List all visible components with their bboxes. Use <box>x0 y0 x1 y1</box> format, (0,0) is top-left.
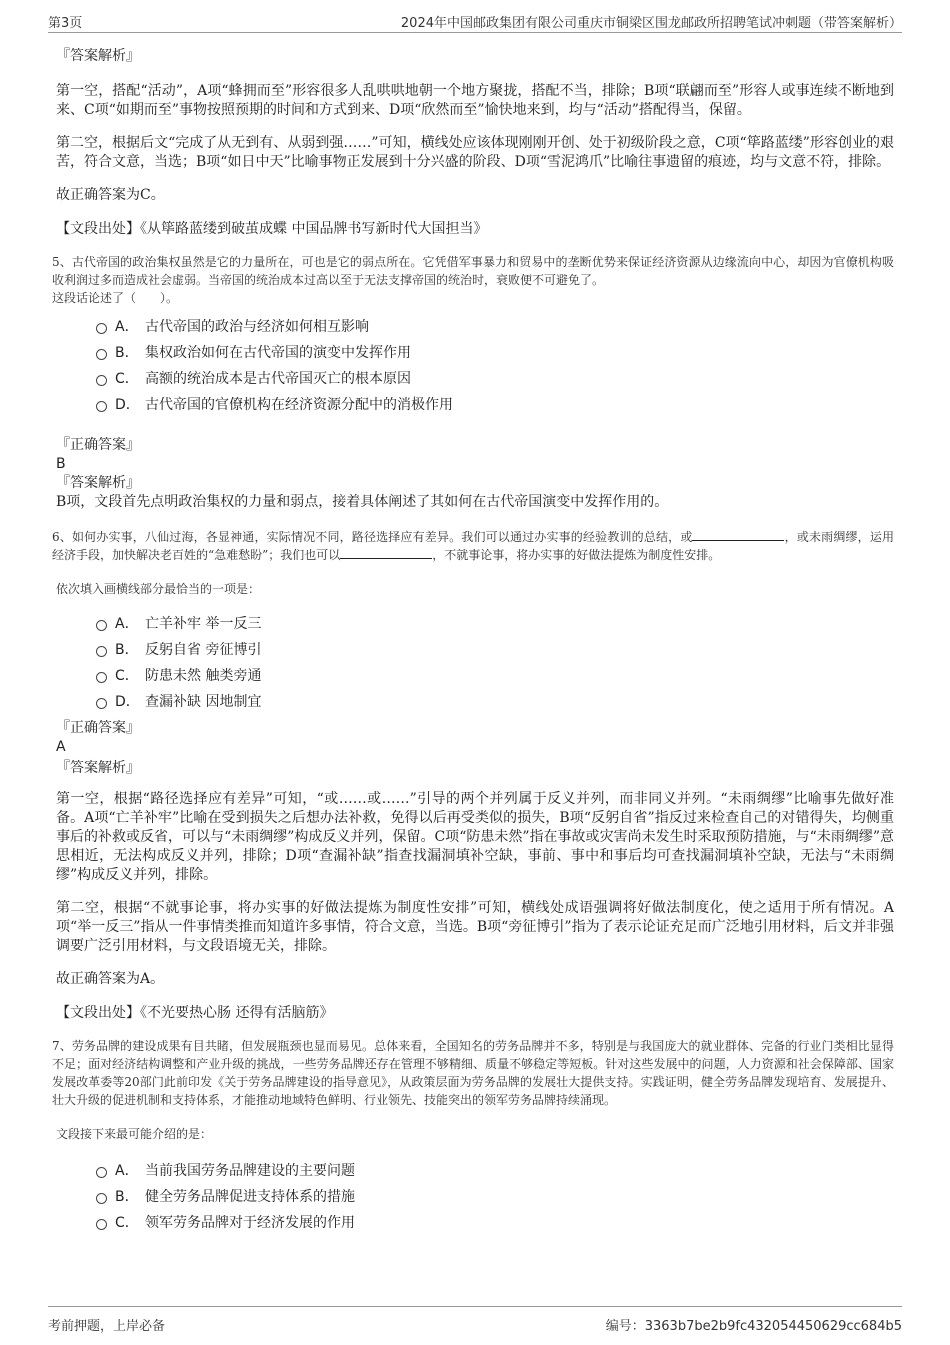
document-id: 编号：3363b7be2b9fc432054450629cc684b5 <box>605 1319 902 1334</box>
correct-answer-label: 『正确答案』 <box>56 437 140 453</box>
correct-answer: B <box>56 456 66 472</box>
footer-slogan: 考前押题，上岸必备 <box>48 1319 166 1334</box>
analysis-paragraph: 第一空，搭配“活动”，A项“蜂拥而至”形容很多人乱哄哄地朝一个地方聚拢，搭配不当，排除；B项“联翩而至”形容人或事连续不断地到来、C项“如期而至”事物按照预期的时间和方式到来、D项“欣然而至”愉快地来到，均与“活动”搭配得当，保留。 <box>56 83 894 118</box>
radio-icon[interactable] <box>96 1193 107 1204</box>
analysis-label: 『答案解析』 <box>56 760 140 776</box>
option-c[interactable]: C． 领军劳务品牌对于经济发展的作用 <box>96 1209 894 1235</box>
source-citation: 【文段出处】《不光要热心肠 还得有活脑筋》 <box>56 1005 334 1021</box>
radio-icon[interactable] <box>96 323 107 334</box>
analysis-paragraph: 第二空，根据后文“完成了从无到有、从弱到强……”可知，横线处应该体现刚刚开创、处于初级阶段之意，C项“筚路蓝缕”形容创业的艰苦，符合文意，当选；B项“如日中天”比喻事物正发展到十分兴盛的阶段、D项“雪泥鸿爪”比喻往事遗留的痕迹，均与文意不符，排除。 <box>56 135 894 170</box>
option-list <box>96 610 894 714</box>
option-list <box>96 1157 894 1235</box>
option-b[interactable]: B． 健全劳务品牌促进支持体系的措施 <box>96 1183 894 1209</box>
radio-icon[interactable] <box>96 401 107 412</box>
radio-icon[interactable] <box>96 620 107 631</box>
option-a[interactable]: A． 亡羊补牢 举一反三 <box>96 610 894 636</box>
question-text: 5、古代帝国的政治集权虽然是它的力量所在，可也是它的弱点所在。它凭借军事暴力和贸易中的垄断优势来保证经济资源从边缘流向中心，却因为官僚机构吸收利润过多而造成社会虚弱。当帝国的统治成本过高以至于无法支撑帝国的统治时，衰败便不可避免了。 <box>52 255 894 287</box>
analysis-paragraph: B项，文段首先点明政治集权的力量和弱点，接着具体阐述了其如何在古代帝国演变中发挥作用的。 <box>56 494 669 510</box>
document-title: 2024年中国邮政集团有限公司重庆市铜梁区围龙邮政所招聘笔试冲刺题（带答案解析） <box>400 16 902 31</box>
radio-icon[interactable] <box>96 698 107 709</box>
option-b[interactable]: B． 集权政治如何在古代帝国的演变中发挥作用 <box>96 339 894 365</box>
question-7 <box>52 1037 894 1235</box>
analysis-paragraph: 第一空，根据“路径选择应有差异”可知，“或……或……”引导的两个并列属于反义并列，而非同义并列。“未雨绸缪”比喻事先做好准备。A项“亡羊补牢”比喻在受到损失之后想办法补救，免得以后再受类似的损失，B项“反躬自省”指反过来检查自己的对错得失，均侧重事后的补救或反省，可以与“未雨绸缪”构成反义并列，保留。C项“防患未然”指在事故或灾害尚未发生时采取预防措施，与“未雨绸缪”意思相近，无法构成反义并列，排除；D项“查漏补缺”指查找漏洞填补空缺，事前、事中和事后均可查找漏洞填补空缺，无法与“未雨绸缪”构成反义并列，排除。 <box>56 791 894 883</box>
option-c[interactable]: C． 防患未然 触类旁通 <box>96 662 894 688</box>
radio-icon[interactable] <box>96 1167 107 1178</box>
correct-answer-label: 『正确答案』 <box>56 720 140 736</box>
page-footer <box>48 1306 902 1335</box>
analysis-label: 『答案解析』 <box>56 48 140 64</box>
radio-icon[interactable] <box>96 672 107 683</box>
radio-icon[interactable] <box>96 646 107 657</box>
question-6 <box>52 528 894 1023</box>
conclusion: 故正确答案为C。 <box>56 187 165 203</box>
question-prompt: 依次填入画横线部分最恰当的一项是： <box>56 582 261 596</box>
fill-blank <box>340 546 432 559</box>
fill-blank <box>692 528 784 541</box>
option-d[interactable]: D． 查漏补缺 因地制宜 <box>96 688 894 714</box>
page-number: 第3页 <box>48 16 83 31</box>
question-stem: 这段话论述了（ ）。 <box>52 291 179 305</box>
page-header <box>48 10 902 33</box>
radio-icon[interactable] <box>96 1219 107 1230</box>
question-text: 7、劳务品牌的建设成果有目共睹，但发展瓶颈也显而易见。总体来看，全国知名的劳务品牌并不多，特别是与我国庞大的就业群体、完备的行业门类相比显得不足；面对经济结构调整和产业升级的挑战，一些劳务品牌还存在管理不够精细、质量不够稳定等短板。针对这些发展中的问题，人力资源和社会保障部、国家发展改革委等20部门此前印发《关于劳务品牌建设的指导意见》，从政策层面为劳务品牌的发展壮大提供支持。实践证明，健全劳务品牌发现培育、发展提升、壮大升级的促进机制和支持体系，才能推动地域特色鲜明、行业领先、技能突出的领军劳务品牌持续涌现。 <box>52 1039 894 1107</box>
option-list <box>96 313 894 417</box>
correct-answer: A <box>56 739 66 755</box>
analysis-paragraph: 第二空，根据“不就事论事，将办实事的好做法提炼为制度性安排”可知，横线处成语强调将好做法制度化，使之适用于所有情况。A项“举一反三”指从一件事情类推而知道许多事情，符合文意，当选。B项“旁征博引”指为了表示论证充足而广泛地引用材料，后文并非强调要广泛引用材料，与文段语境无关，排除。 <box>56 900 894 954</box>
radio-icon[interactable] <box>96 349 107 360</box>
option-b[interactable]: B． 反躬自省 旁征博引 <box>96 636 894 662</box>
question-prompt: 文段接下来最可能介绍的是： <box>56 1127 213 1141</box>
radio-icon[interactable] <box>96 375 107 386</box>
option-a[interactable]: A． 当前我国劳务品牌建设的主要问题 <box>96 1157 894 1183</box>
source-citation: 【文段出处】《从筚路蓝缕到破茧成蝶 中国品牌书写新时代大国担当》 <box>56 221 488 237</box>
conclusion: 故正确答案为A。 <box>56 971 165 987</box>
page-content <box>52 40 894 1235</box>
option-a[interactable]: A． 古代帝国的政治与经济如何相互影响 <box>96 313 894 339</box>
option-c[interactable]: C． 高额的统治成本是古代帝国灭亡的根本原因 <box>96 365 894 391</box>
analysis-label: 『答案解析』 <box>56 475 140 491</box>
question-text: 6、如何办实事，八仙过海，各显神通，实际情况不同，路径选择应有差异。我们可以通过办实事的经验教训的总结，或 ，或未雨绸缪，运用经济手段，加快解决老百姓的“急难愁盼”；我们也可以 ，不就事论事，将办实事的好做法提炼为制度性安排。 <box>52 530 894 562</box>
question-5 <box>52 253 894 512</box>
option-d[interactable]: D． 古代帝国的官僚机构在经济资源分配中的消极作用 <box>96 391 894 417</box>
